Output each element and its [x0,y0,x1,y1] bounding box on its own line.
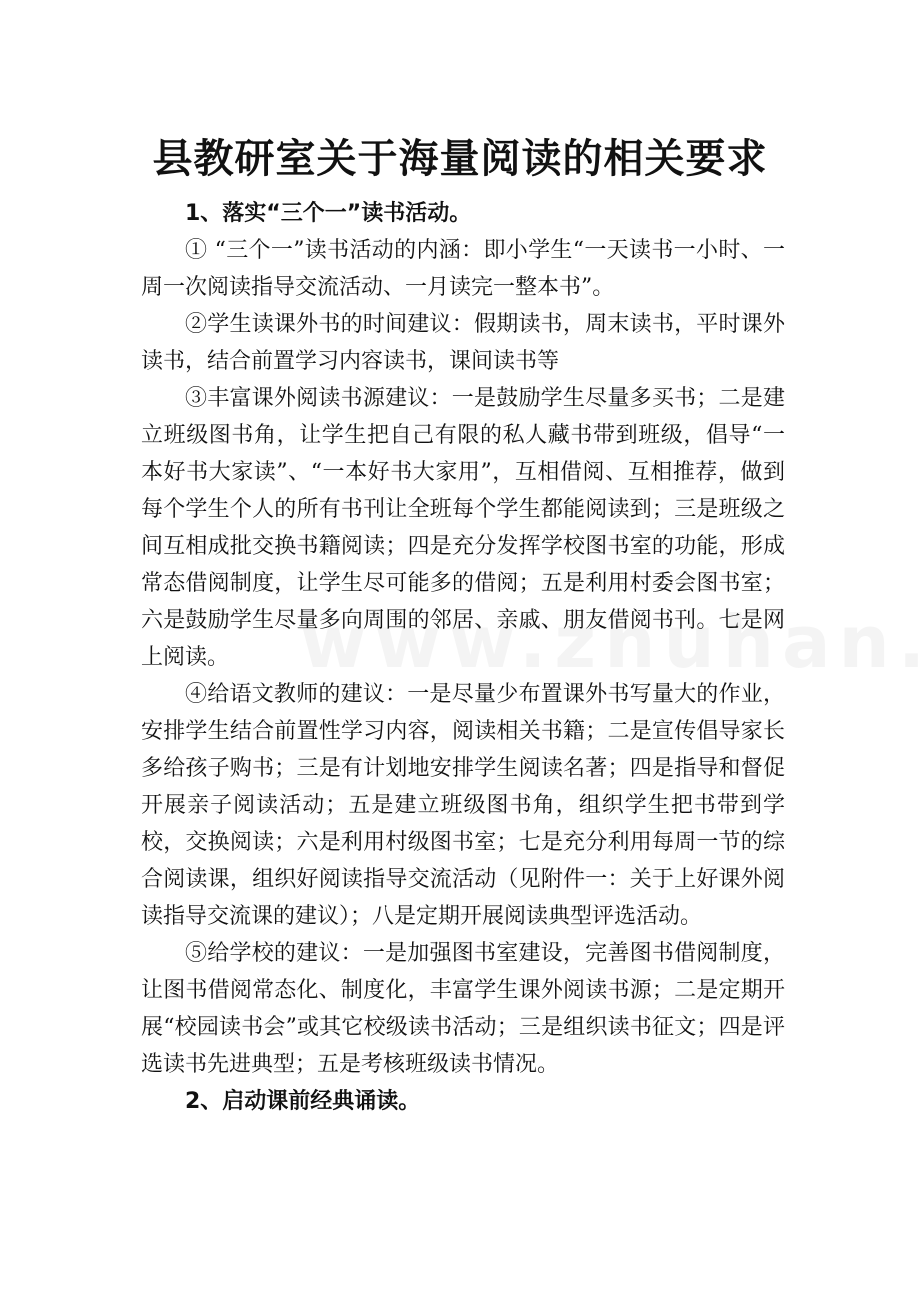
document-title: 县教研室关于海量阅读的相关要求 [152,135,768,182]
paragraph-teacher-advice: ④给语文教师的建议：一是尽量少布置课外书写量大的作业，安排学生结合前置性学习内容，阅读相关书籍；二是宣传倡导家长多给孩子购书；三是有计划地安排学生阅读名著；四是指导和督促开展亲子阅读活动；五是建立班级图书角，组织学生把书带到学校，交换阅读；六是利用村级图书室；七是充分利用每周一节的综合阅读课，组织好阅读指导交流活动（见附件一：关于上好课外阅读指导交流课的建议）；八是定期开展阅读典型评选活动。 [141,682,785,929]
section-heading-2: 2、启动课前经典诵读。 [185,1089,421,1114]
paragraph-reading-time: ②学生读课外书的时间建议：假期读书，周末读书，平时课外读书，结合前置学习内容读书，课间读书等 [141,312,785,374]
section-heading-1: 1、落实“三个一”读书活动。 [185,201,472,226]
paragraph-three-ones-meaning: ① “三个一”读书活动的内涵：即小学生“一天读书一小时、一周一次阅读指导交流活动、一月读完一整本书”。 [141,238,785,300]
document-body [141,195,785,1120]
paragraph-school-advice: ⑤给学校的建议：一是加强图书室建设，完善图书借阅制度，让图书借阅常态化、制度化，丰富学生课外阅读书源；二是定期开展“校园读书会”或其它校级读书活动；三是组织读书征文；四是评选读书先进典型；五是考核班级读书情况。 [141,941,785,1077]
paragraph-book-sources: ③丰富课外阅读书源建议：一是鼓励学生尽量多买书；二是建立班级图书角，让学生把自己有限的私人藏书带到班级，倡导“一本好书大家读”、“一本好书大家用”，互相借阅、互相推荐，做到每个学生个人的所有书刊让全班每个学生都能阅读到；三是班级之间互相成批交换书籍阅读；四是充分发挥学校图书室的功能，形成常态借阅制度，让学生尽可能多的借阅；五是利用村委会图书室；六是鼓励学生尽量多向周围的邻居、亲戚、朋友借阅书刊。七是网上阅读。 [141,386,785,670]
